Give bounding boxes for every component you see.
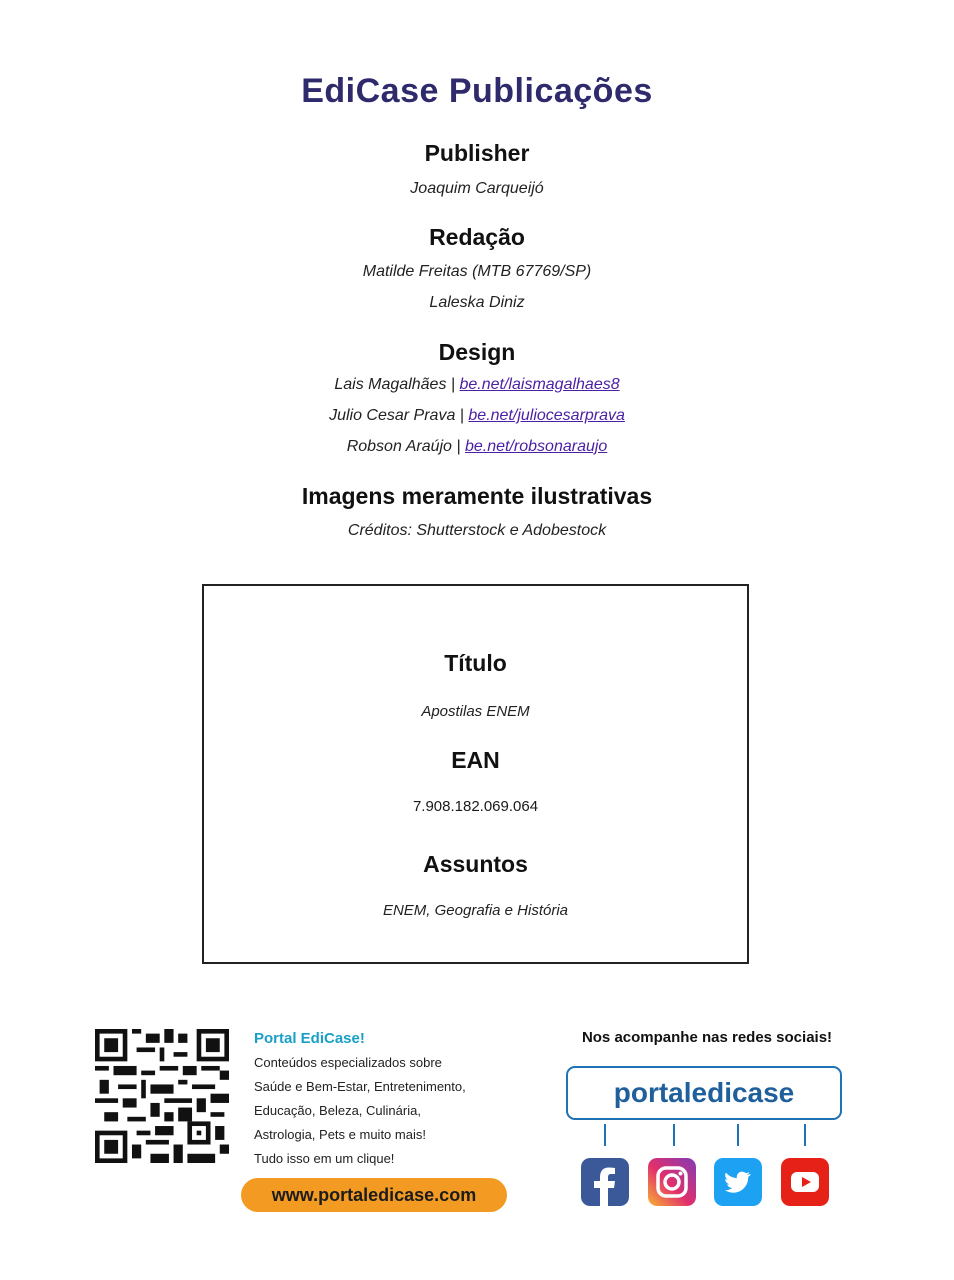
info-box xyxy=(202,584,749,964)
designer-line xyxy=(0,376,954,394)
portal-line: Educação, Beleza, Culinária, xyxy=(254,1103,421,1118)
designer-link[interactable]: be.net/robsonaraujo xyxy=(464,438,608,455)
facebook-icon[interactable] xyxy=(581,1158,629,1206)
youtube-icon[interactable] xyxy=(781,1158,829,1206)
publisher-name: Joaquim Carqueijó xyxy=(410,180,544,197)
connector-line xyxy=(737,1124,739,1146)
social-heading: Nos acompanhe nas redes sociais! xyxy=(581,1029,833,1046)
assuntos-heading: Assuntos xyxy=(423,851,528,877)
twitter-icon[interactable] xyxy=(714,1158,762,1206)
social-handle[interactable]: portaledicase xyxy=(566,1066,842,1120)
portal-line: Astrologia, Pets e muito mais! xyxy=(254,1127,426,1142)
assuntos-value: ENEM, Geografia e História xyxy=(382,902,569,919)
connector-line xyxy=(673,1124,675,1146)
designer-name: Robson Araújo | xyxy=(346,438,465,455)
designer-name: Julio Cesar Prava | xyxy=(329,407,469,424)
titulo-heading: Título xyxy=(444,650,507,676)
images-heading: Imagens meramente ilustrativas xyxy=(301,483,653,509)
redacao-heading: Redação xyxy=(429,224,525,250)
portal-line: Tudo isso em um clique! xyxy=(254,1151,395,1166)
portal-title: Portal EdiCase! xyxy=(254,1030,365,1047)
titulo-value: Apostilas ENEM xyxy=(421,703,530,720)
redacao-line-2: Laleska Diniz xyxy=(429,294,525,311)
portal-line: Saúde e Bem-Estar, Entretenimento, xyxy=(254,1079,466,1094)
redacao-line-1: Matilde Freitas (MTB 67769/SP) xyxy=(362,263,592,280)
portal-url-button[interactable]: www.portaledicase.com xyxy=(241,1178,507,1212)
portal-line: Conteúdos especializados sobre xyxy=(254,1055,442,1070)
designer-link[interactable]: be.net/laismagalhaes8 xyxy=(459,376,620,393)
designer-line xyxy=(0,407,954,425)
designer-link[interactable]: be.net/juliocesarprava xyxy=(468,407,625,424)
designer-line xyxy=(0,438,954,456)
images-credit: Créditos: Shutterstock e Adobestock xyxy=(347,522,607,539)
publisher-heading: Publisher xyxy=(424,140,530,166)
qr-code[interactable] xyxy=(95,1028,229,1164)
connector-line xyxy=(604,1124,606,1146)
portal-description xyxy=(254,1051,466,1171)
design-heading: Design xyxy=(438,339,516,365)
instagram-icon[interactable] xyxy=(648,1158,696,1206)
designer-name: Lais Magalhães | xyxy=(334,376,460,393)
brand-title: EdiCase Publicações xyxy=(301,72,653,110)
ean-value: 7.908.182.069.064 xyxy=(412,798,539,815)
connector-line xyxy=(804,1124,806,1146)
ean-heading: EAN xyxy=(451,747,500,773)
